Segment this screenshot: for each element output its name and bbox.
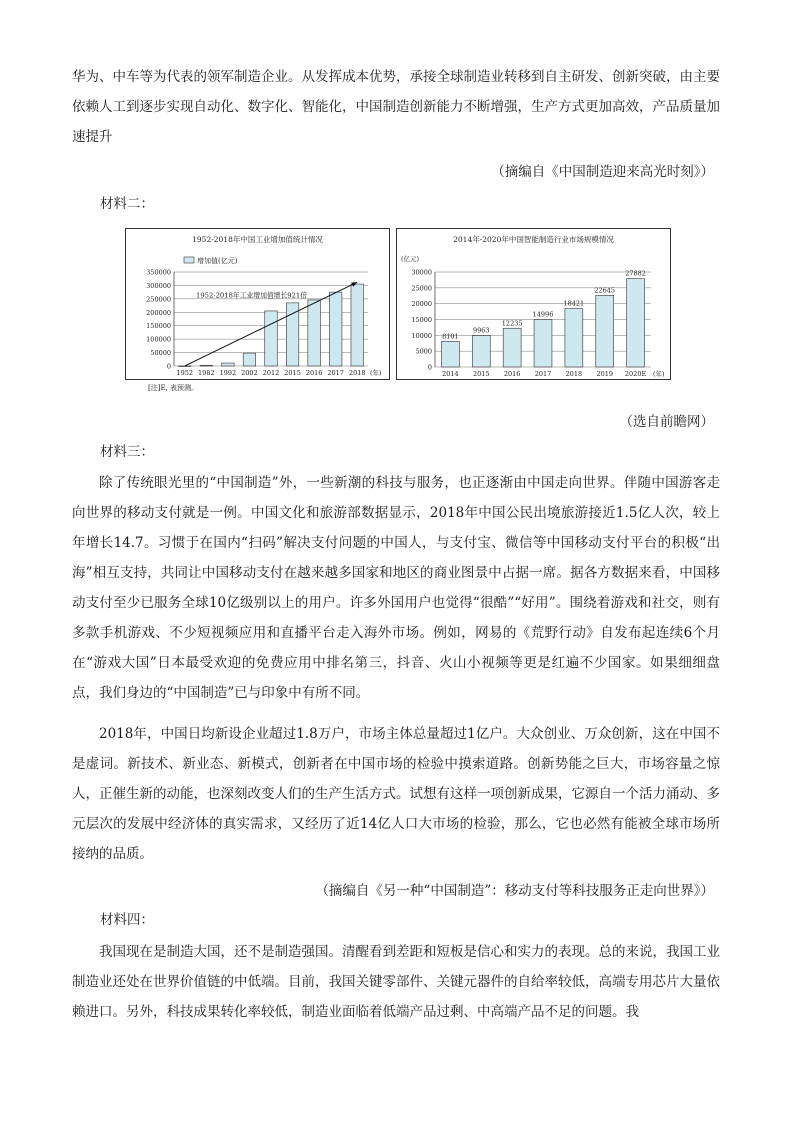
chart1-ytick-label: 0: [166, 362, 171, 371]
chart2-ytick-label: 5000: [415, 347, 432, 356]
chart1-bar: [286, 303, 299, 366]
chart2-xtick-label: 2014: [442, 370, 459, 378]
chart1-xtick-label: 2012: [262, 369, 280, 377]
chart2-ytick-label: 0: [427, 363, 432, 372]
chart1-ytick-label: 350000: [146, 268, 171, 277]
chart2-ytick-label: 20000: [411, 300, 432, 309]
chart1-ytick-label: 300000: [146, 281, 171, 290]
chart1-legend-label: 增加值(亿元): [197, 257, 238, 265]
chart2-xtick-label: 2020E: [624, 370, 647, 378]
chart2-data-label: 14996: [532, 310, 554, 319]
chart2-data-label: 8101: [442, 332, 459, 341]
chart2-ytick-label: 25000: [411, 284, 432, 293]
label-material-three: 材料三：: [100, 444, 154, 460]
chart1-bar: [351, 284, 364, 366]
chart2-y-unit: (亿元): [401, 255, 420, 263]
chart2-bar: [534, 320, 552, 367]
label-material-two: 材料二：: [100, 196, 154, 212]
chart1-title: 1952-2018年中国工业增加值统计情况: [192, 235, 323, 244]
chart1-bar: [179, 366, 192, 367]
chart2-data-label: 27882: [625, 269, 646, 278]
chart1-legend-swatch: [184, 257, 194, 263]
chart1-bar: [243, 353, 256, 366]
chart2-bar: [503, 328, 521, 367]
paragraph-material-three-a: 除了传统眼光里的“中国制造”外，一些新潮的科技与服务，也正逐渐由中国走向世界。伴随中国游客走向世界的移动支付就是一例。中国文化和旅游部数据显示，2018年中国公民出境旅游接近1.5亿人次，较上年增长14.7。习惯于在国内“扫码”解决支付问题的中国人，与支付宝、微信等中国移动支付平台的积极“出海”相互支持，共同让中国移动支付在越来越多国家和地区的商业图景中占据一席。据各方数据来看，中国移动支付至少已服务全球10亿级别以上的用户。许多外国用户也觉得“很酷”“好用”。围绕着游戏和社交，则有多款手机游戏、不少短视频应用和直播平台走入海外市场。例如，网易的《荒野行动》自发布起连续6个月在“游戏大国”日本最受欢迎的免费应用中排名第三，抖音、火山小视频等更是红遍不少国家。如果细细盘点，我们身边的“中国制造”已与印象中有所不同。: [72, 475, 720, 701]
chart1-bar: [222, 363, 235, 366]
chart2-bar: [472, 335, 490, 367]
chart2-bar: [627, 279, 645, 367]
source-material-one: （摘编自《中国制造迎来高光时刻》）: [491, 164, 714, 180]
chart1-xtick-label: 1992: [219, 369, 237, 377]
chart2-ytick-label: 30000: [411, 268, 432, 277]
chart1-annotation: 1952-2018年工业增加值增长921倍: [196, 291, 308, 300]
chart2-xtick-label: 2017: [534, 370, 552, 378]
chart-note: [注]E, 表预测。: [148, 384, 199, 392]
chart1-xtick-label: 2018: [348, 369, 366, 377]
chart1-xtick-label: 2002: [241, 369, 258, 377]
paragraph-material-one-end: 华为、中车等为代表的领军制造企业。从发挥成本优势，承接全球制造业转移到自主研发、创新突破，由主要依赖人工到逐步实现自动化、数字化、智能化，中国制造创新能力不断增强，生产方式更加高效，产品质量加速提升: [72, 69, 720, 145]
chart2-xtick-label: 2018: [565, 370, 583, 378]
chart2-bar: [565, 309, 583, 367]
chart1-x-unit: (年): [370, 369, 382, 377]
chart1-ytick-label: 200000: [146, 308, 171, 317]
chart2-data-label: 9963: [473, 326, 490, 335]
chart1-ytick-label: 150000: [146, 322, 171, 331]
chart1-xtick-label: 2017: [327, 369, 344, 377]
chart2-data-label: 22645: [594, 286, 616, 295]
chart1-bar: [329, 292, 342, 366]
chart2-ytick-label: 10000: [411, 331, 432, 340]
chart1-bar: [200, 365, 213, 366]
source-material-two: （选自前瞻网）: [619, 414, 714, 430]
chart1-bar: [308, 300, 321, 366]
chart1-xtick-label: 2015: [284, 369, 301, 377]
chart1-ytick-label: 100000: [146, 335, 171, 344]
chart2-bar: [596, 295, 614, 367]
chart2-xtick-label: 2019: [596, 370, 613, 378]
chart2-data-label: 18421: [563, 299, 585, 308]
chart2-bar: [441, 341, 459, 367]
paragraph-material-three-b: 2018年，中国日均新设企业超过1.8万户，市场主体总量超过1亿户。大众创业、万众创新，这在中国不是虚词。新技术、新业态、新模式，创新者在中国市场的检验中摸索道路。创新势能之巨大，市场容量之惊人，正催生新的动能，也深刻改变人们的生产生活方式。试想有这样一项创新成果，它源自一个活力涌动、多元层次的发展中经济体的真实需求，又经历了近14亿人口大市场的检验，那么，它也必然有能被全球市场所接纳的品质。: [72, 726, 720, 862]
source-material-three: （摘编自《另一种“中国制造”：移动支付等科技服务正走向世界》）: [315, 883, 714, 899]
chart2-xtick-label: 2016: [503, 370, 521, 378]
label-material-four: 材料四：: [100, 912, 154, 928]
chart2-xtick-label: 2015: [473, 370, 490, 378]
chart1-ytick-label: 50000: [150, 349, 171, 358]
chart-industrial-value: [125, 228, 390, 380]
paragraph-material-four: 我国现在是制造大国，还不是制造强国。清醒看到差距和短板是信心和实力的表现。总的来说，我国工业制造业还处在世界价值链的中低端。目前，我国关键零部件、关键元器件的自给率较低，高端专用芯片大量依赖进口。另外，科技成果转化率较低，制造业面临着低端产品过剩、中高端产品不足的问题。我: [72, 944, 720, 1020]
chart-smart-manufacturing: [396, 228, 671, 380]
chart1-bar: [265, 311, 278, 366]
chart2-x-unit: (年): [653, 370, 665, 378]
chart1-ytick-label: 250000: [146, 295, 171, 304]
chart-smart-manufacturing-svg: [397, 229, 670, 379]
chart2-title: 2014年-2020年中国智能制造行业市场规模情况: [453, 235, 614, 244]
chart2-ytick-label: 15000: [411, 316, 432, 324]
chart1-xtick-label: 1952: [176, 369, 194, 377]
chart1-xtick-label: 1982: [198, 369, 215, 377]
chart1-xtick-label: 2016: [305, 369, 323, 377]
chart-industrial-value-svg: [126, 229, 389, 379]
chart2-data-label: 12235: [501, 319, 523, 328]
